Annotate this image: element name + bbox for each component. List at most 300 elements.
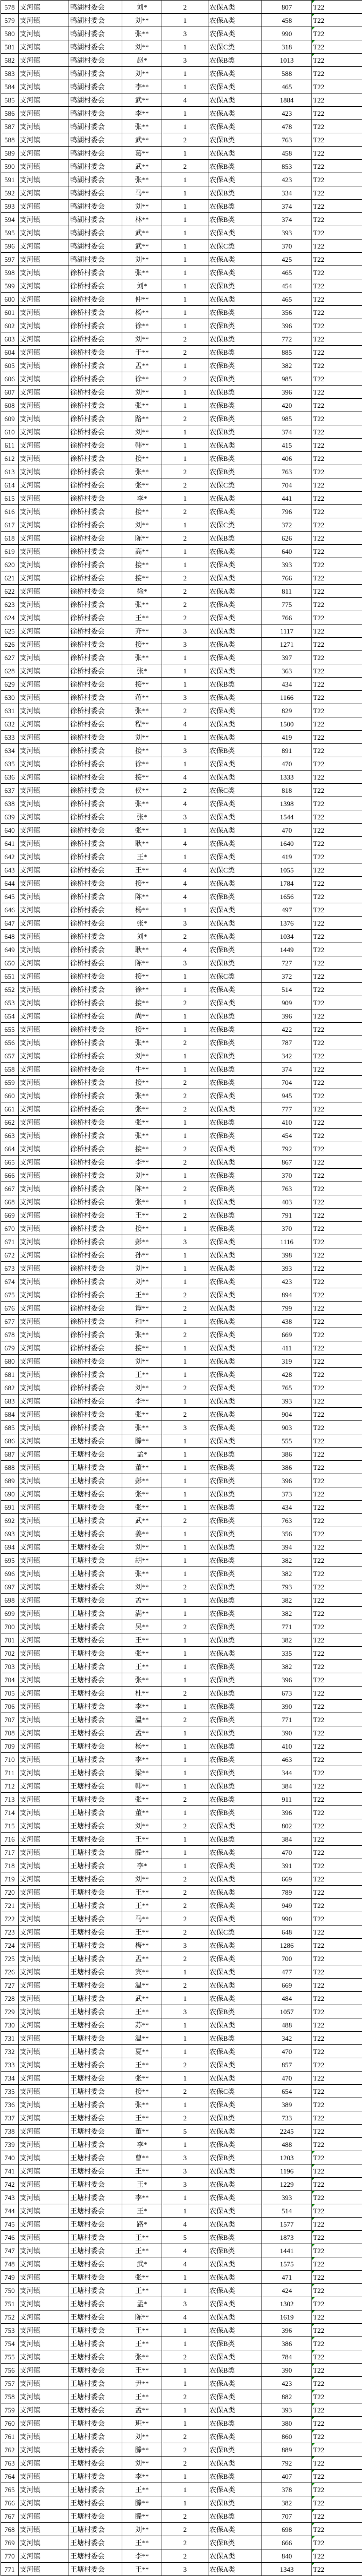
village-cell[interactable]: 王塘村委会 (69, 1793, 122, 1806)
name-cell[interactable]: 王** (122, 1660, 162, 1673)
household-size-cell[interactable]: 2 (162, 1620, 208, 1633)
row-seq-cell[interactable]: 611 (1, 439, 19, 452)
village-cell[interactable]: 徐桥村委会 (69, 757, 122, 771)
name-cell[interactable]: 王** (122, 2005, 162, 2018)
amount-cell[interactable]: 1057 (262, 2005, 312, 2018)
code-cell[interactable]: T22 (312, 731, 362, 744)
household-size-cell[interactable]: 3 (162, 638, 208, 651)
household-size-cell[interactable]: 4 (162, 2244, 208, 2257)
row-seq-cell[interactable]: 599 (1, 279, 19, 293)
village-cell[interactable]: 徐桥村委会 (69, 664, 122, 678)
village-cell[interactable]: 徐桥村委会 (69, 890, 122, 903)
category-cell[interactable]: 农保B类 (208, 1700, 262, 1713)
amount-cell[interactable]: 407 (262, 2470, 312, 2483)
household-size-cell[interactable]: 5 (162, 2231, 208, 2244)
row-seq-cell[interactable]: 653 (1, 996, 19, 1009)
name-cell[interactable]: 张** (122, 266, 162, 279)
amount-cell[interactable]: 396 (262, 1474, 312, 1487)
name-cell[interactable]: 刘** (122, 40, 162, 54)
household-size-cell[interactable]: 4 (162, 877, 208, 890)
household-size-cell[interactable]: 2 (162, 2457, 208, 2470)
town-cell[interactable]: 支河镇 (19, 664, 69, 678)
household-size-cell[interactable]: 1 (162, 1169, 208, 1182)
code-cell[interactable]: T22 (312, 1421, 362, 1434)
village-cell[interactable]: 王塘村委会 (69, 2045, 122, 2058)
village-cell[interactable]: 徐桥村委会 (69, 691, 122, 704)
category-cell[interactable]: 农保A类 (208, 903, 262, 917)
code-cell[interactable]: T22 (312, 2111, 362, 2125)
household-size-cell[interactable]: 1 (162, 1833, 208, 1846)
household-size-cell[interactable]: 1 (162, 2018, 208, 2032)
name-cell[interactable]: 张** (122, 1647, 162, 1660)
town-cell[interactable]: 支河镇 (19, 2125, 69, 2138)
household-size-cell[interactable]: 1 (162, 1355, 208, 1368)
town-cell[interactable]: 支河镇 (19, 1726, 69, 1740)
household-size-cell[interactable]: 1 (162, 2470, 208, 2483)
amount-cell[interactable]: 1619 (262, 2310, 312, 2324)
category-cell[interactable]: 农保A类 (208, 2257, 262, 2271)
village-cell[interactable]: 王塘村委会 (69, 1992, 122, 2005)
household-size-cell[interactable]: 5 (162, 2125, 208, 2138)
code-cell[interactable]: T22 (312, 1235, 362, 1248)
category-cell[interactable]: 农保B类 (208, 1474, 262, 1487)
village-cell[interactable]: 王塘村委会 (69, 1952, 122, 1965)
row-seq-cell[interactable]: 670 (1, 1222, 19, 1235)
village-cell[interactable]: 徐桥村委会 (69, 558, 122, 571)
amount-cell[interactable]: 378 (262, 2483, 312, 2496)
category-cell[interactable]: 农保B类 (208, 532, 262, 545)
town-cell[interactable]: 支河镇 (19, 2151, 69, 2164)
household-size-cell[interactable]: 1 (162, 2098, 208, 2111)
row-seq-cell[interactable]: 728 (1, 1992, 19, 2005)
town-cell[interactable]: 支河镇 (19, 1886, 69, 1899)
village-cell[interactable]: 王塘村委会 (69, 2218, 122, 2231)
name-cell[interactable]: 陈** (122, 890, 162, 903)
village-cell[interactable]: 王塘村委会 (69, 2297, 122, 2310)
household-size-cell[interactable]: 1 (162, 40, 208, 54)
row-seq-cell[interactable]: 748 (1, 2257, 19, 2271)
household-size-cell[interactable]: 3 (162, 2563, 208, 2576)
category-cell[interactable]: 农保A类 (208, 2178, 262, 2191)
village-cell[interactable]: 王塘村委会 (69, 2244, 122, 2257)
household-size-cell[interactable]: 1 (162, 1262, 208, 1275)
amount-cell[interactable]: 393 (262, 2191, 312, 2204)
household-size-cell[interactable]: 2 (162, 2111, 208, 2125)
row-seq-cell[interactable]: 699 (1, 1607, 19, 1620)
town-cell[interactable]: 支河镇 (19, 598, 69, 611)
town-cell[interactable]: 支河镇 (19, 2085, 69, 2098)
village-cell[interactable]: 徐桥村委会 (69, 452, 122, 465)
category-cell[interactable]: 农保A类 (208, 996, 262, 1009)
amount-cell[interactable]: 1166 (262, 691, 312, 704)
amount-cell[interactable]: 370 (262, 239, 312, 253)
amount-cell[interactable]: 318 (262, 40, 312, 54)
village-cell[interactable]: 王塘村委会 (69, 1633, 122, 1647)
category-cell[interactable]: 农保A类 (208, 1952, 262, 1965)
town-cell[interactable]: 支河镇 (19, 2018, 69, 2032)
name-cell[interactable]: 刘** (122, 200, 162, 213)
amount-cell[interactable]: 727 (262, 956, 312, 970)
town-cell[interactable]: 支河镇 (19, 1023, 69, 1036)
town-cell[interactable]: 支河镇 (19, 1156, 69, 1169)
row-seq-cell[interactable]: 695 (1, 1554, 19, 1567)
household-size-cell[interactable]: 4 (162, 943, 208, 956)
code-cell[interactable]: T22 (312, 1076, 362, 1089)
name-cell[interactable]: 于** (122, 346, 162, 359)
name-cell[interactable]: 李** (122, 80, 162, 93)
row-seq-cell[interactable]: 762 (1, 2443, 19, 2457)
amount-cell[interactable]: 356 (262, 1527, 312, 1541)
household-size-cell[interactable]: 1 (162, 1501, 208, 1514)
code-cell[interactable]: T22 (312, 1182, 362, 1195)
village-cell[interactable]: 王塘村委会 (69, 1872, 122, 1886)
name-cell[interactable]: 和** (122, 1315, 162, 1328)
village-cell[interactable]: 王塘村委会 (69, 1580, 122, 1594)
code-cell[interactable]: T22 (312, 917, 362, 930)
category-cell[interactable]: 农保A类 (208, 93, 262, 107)
village-cell[interactable]: 王塘村委会 (69, 2178, 122, 2191)
household-size-cell[interactable]: 1 (162, 1394, 208, 1408)
name-cell[interactable]: 韩** (122, 1779, 162, 1793)
code-cell[interactable]: T22 (312, 2178, 362, 2191)
code-cell[interactable]: T22 (312, 664, 362, 678)
town-cell[interactable]: 支河镇 (19, 2563, 69, 2576)
amount-cell[interactable]: 555 (262, 1434, 312, 1448)
row-seq-cell[interactable]: 685 (1, 1421, 19, 1434)
name-cell[interactable]: 刘** (122, 518, 162, 532)
amount-cell[interactable]: 1229 (262, 2178, 312, 2191)
category-cell[interactable]: 农保C类 (208, 239, 262, 253)
category-cell[interactable]: 农保A类 (208, 2204, 262, 2218)
amount-cell[interactable]: 406 (262, 452, 312, 465)
amount-cell[interactable]: 497 (262, 903, 312, 917)
amount-cell[interactable]: 784 (262, 2350, 312, 2364)
village-cell[interactable]: 徐桥村委会 (69, 651, 122, 664)
town-cell[interactable]: 支河镇 (19, 412, 69, 425)
amount-cell[interactable]: 945 (262, 1089, 312, 1102)
category-cell[interactable]: 农保B类 (208, 1594, 262, 1607)
code-cell[interactable]: T22 (312, 1448, 362, 1461)
household-size-cell[interactable]: 2 (162, 160, 208, 173)
row-seq-cell[interactable]: 615 (1, 492, 19, 505)
code-cell[interactable]: T22 (312, 678, 362, 691)
amount-cell[interactable]: 386 (262, 1461, 312, 1474)
town-cell[interactable]: 支河镇 (19, 1594, 69, 1607)
row-seq-cell[interactable]: 586 (1, 107, 19, 120)
village-cell[interactable]: 徐桥村委会 (69, 532, 122, 545)
household-size-cell[interactable]: 1 (162, 239, 208, 253)
amount-cell[interactable]: 488 (262, 2018, 312, 2032)
household-size-cell[interactable]: 1 (162, 14, 208, 27)
village-cell[interactable]: 鸭湖村委会 (69, 120, 122, 133)
village-cell[interactable]: 徐桥村委会 (69, 996, 122, 1009)
household-size-cell[interactable]: 1 (162, 1049, 208, 1063)
code-cell[interactable]: T22 (312, 545, 362, 558)
amount-cell[interactable]: 454 (262, 1129, 312, 1142)
name-cell[interactable]: 接** (122, 996, 162, 1009)
row-seq-cell[interactable]: 663 (1, 1129, 19, 1142)
amount-cell[interactable]: 796 (262, 505, 312, 518)
amount-cell[interactable]: 894 (262, 1288, 312, 1302)
town-cell[interactable]: 支河镇 (19, 279, 69, 293)
name-cell[interactable]: 马** (122, 186, 162, 200)
village-cell[interactable]: 鸭湖村委会 (69, 80, 122, 93)
town-cell[interactable]: 支河镇 (19, 1979, 69, 1992)
row-seq-cell[interactable]: 751 (1, 2297, 19, 2310)
name-cell[interactable]: 温** (122, 2032, 162, 2045)
row-seq-cell[interactable]: 707 (1, 1713, 19, 1726)
amount-cell[interactable]: 698 (262, 2523, 312, 2536)
village-cell[interactable]: 徐桥村委会 (69, 850, 122, 863)
code-cell[interactable]: T22 (312, 306, 362, 319)
name-cell[interactable]: 李** (122, 1156, 162, 1169)
village-cell[interactable]: 王塘村委会 (69, 2390, 122, 2403)
code-cell[interactable]: T22 (312, 239, 362, 253)
village-cell[interactable]: 徐桥村委会 (69, 1102, 122, 1116)
name-cell[interactable]: 王** (122, 1886, 162, 1899)
town-cell[interactable]: 支河镇 (19, 1049, 69, 1063)
category-cell[interactable]: 农保A类 (208, 1302, 262, 1315)
row-seq-cell[interactable]: 733 (1, 2058, 19, 2072)
row-seq-cell[interactable]: 715 (1, 1819, 19, 1833)
code-cell[interactable]: T22 (312, 704, 362, 717)
village-cell[interactable]: 王塘村委会 (69, 1567, 122, 1580)
village-cell[interactable]: 徐桥村委会 (69, 1063, 122, 1076)
town-cell[interactable]: 支河镇 (19, 478, 69, 492)
name-cell[interactable]: 武** (122, 160, 162, 173)
category-cell[interactable]: 农保B类 (208, 1633, 262, 1647)
category-cell[interactable]: 农保C类 (208, 2085, 262, 2098)
row-seq-cell[interactable]: 616 (1, 505, 19, 518)
amount-cell[interactable]: 425 (262, 253, 312, 266)
row-seq-cell[interactable]: 678 (1, 1328, 19, 1341)
household-size-cell[interactable]: 3 (162, 2164, 208, 2178)
amount-cell[interactable]: 791 (262, 1209, 312, 1222)
town-cell[interactable]: 支河镇 (19, 1063, 69, 1076)
code-cell[interactable]: T22 (312, 226, 362, 239)
household-size-cell[interactable]: 1 (162, 2364, 208, 2377)
village-cell[interactable]: 鸭湖村委会 (69, 239, 122, 253)
row-seq-cell[interactable]: 646 (1, 903, 19, 917)
code-cell[interactable]: T22 (312, 279, 362, 293)
category-cell[interactable]: 农保A类 (208, 1394, 262, 1408)
row-seq-cell[interactable]: 643 (1, 863, 19, 877)
name-cell[interactable]: 张** (122, 1089, 162, 1102)
code-cell[interactable]: T22 (312, 2058, 362, 2072)
category-cell[interactable]: 农保A类 (208, 2218, 262, 2231)
town-cell[interactable]: 支河镇 (19, 771, 69, 784)
town-cell[interactable]: 支河镇 (19, 1182, 69, 1195)
town-cell[interactable]: 支河镇 (19, 1474, 69, 1487)
category-cell[interactable]: 农保A类 (208, 1912, 262, 1925)
amount-cell[interactable]: 793 (262, 1580, 312, 1594)
name-cell[interactable]: 姜** (122, 1527, 162, 1541)
town-cell[interactable]: 支河镇 (19, 837, 69, 850)
town-cell[interactable]: 支河镇 (19, 2178, 69, 2191)
town-cell[interactable]: 支河镇 (19, 1448, 69, 1461)
household-size-cell[interactable]: 1 (162, 903, 208, 917)
amount-cell[interactable]: 704 (262, 478, 312, 492)
name-cell[interactable]: 王** (122, 2231, 162, 2244)
household-size-cell[interactable]: 4 (162, 717, 208, 731)
amount-cell[interactable]: 811 (262, 585, 312, 598)
amount-cell[interactable]: 319 (262, 1355, 312, 1368)
row-seq-cell[interactable]: 631 (1, 704, 19, 717)
village-cell[interactable]: 王塘村委会 (69, 2284, 122, 2297)
row-seq-cell[interactable]: 657 (1, 1049, 19, 1063)
row-seq-cell[interactable]: 770 (1, 2549, 19, 2563)
category-cell[interactable]: 农保A类 (208, 2403, 262, 2417)
row-seq-cell[interactable]: 692 (1, 1514, 19, 1527)
row-seq-cell[interactable]: 666 (1, 1169, 19, 1182)
household-size-cell[interactable]: 1 (162, 545, 208, 558)
town-cell[interactable]: 支河镇 (19, 850, 69, 863)
village-cell[interactable]: 徐桥村委会 (69, 332, 122, 346)
name-cell[interactable]: 张** (122, 1567, 162, 1580)
code-cell[interactable]: T22 (312, 757, 362, 771)
household-size-cell[interactable]: 1 (162, 2271, 208, 2284)
village-cell[interactable]: 王塘村委会 (69, 2164, 122, 2178)
household-size-cell[interactable]: 2 (162, 2085, 208, 2098)
row-seq-cell[interactable]: 723 (1, 1925, 19, 1939)
name-cell[interactable]: 王** (122, 2483, 162, 2496)
amount-cell[interactable]: 458 (262, 14, 312, 27)
row-seq-cell[interactable]: 624 (1, 611, 19, 624)
row-seq-cell[interactable]: 727 (1, 1979, 19, 1992)
code-cell[interactable]: T22 (312, 1156, 362, 1169)
code-cell[interactable]: T22 (312, 1859, 362, 1872)
town-cell[interactable]: 支河镇 (19, 1288, 69, 1302)
village-cell[interactable]: 王塘村委会 (69, 2523, 122, 2536)
amount-cell[interactable]: 771 (262, 1713, 312, 1726)
village-cell[interactable]: 徐桥村委会 (69, 1248, 122, 1262)
town-cell[interactable]: 支河镇 (19, 40, 69, 54)
code-cell[interactable]: T22 (312, 1209, 362, 1222)
town-cell[interactable]: 支河镇 (19, 943, 69, 956)
town-cell[interactable]: 支河镇 (19, 1673, 69, 1687)
town-cell[interactable]: 支河镇 (19, 1461, 69, 1474)
category-cell[interactable]: 农保B类 (208, 1501, 262, 1514)
household-size-cell[interactable]: 1 (162, 1726, 208, 1740)
code-cell[interactable]: T22 (312, 425, 362, 439)
row-seq-cell[interactable]: 709 (1, 1740, 19, 1753)
row-seq-cell[interactable]: 644 (1, 877, 19, 890)
household-size-cell[interactable]: 3 (162, 2005, 208, 2018)
category-cell[interactable]: 农保B类 (208, 386, 262, 399)
row-seq-cell[interactable]: 746 (1, 2231, 19, 2244)
village-cell[interactable]: 徐桥村委会 (69, 1222, 122, 1235)
row-seq-cell[interactable]: 676 (1, 1302, 19, 1315)
code-cell[interactable]: T22 (312, 1288, 362, 1302)
village-cell[interactable]: 徐桥村委会 (69, 983, 122, 996)
amount-cell[interactable]: 588 (262, 67, 312, 80)
town-cell[interactable]: 支河镇 (19, 1833, 69, 1846)
name-cell[interactable]: 张** (122, 1487, 162, 1501)
code-cell[interactable]: T22 (312, 2483, 362, 2496)
town-cell[interactable]: 支河镇 (19, 1089, 69, 1102)
row-seq-cell[interactable]: 659 (1, 1076, 19, 1089)
town-cell[interactable]: 支河镇 (19, 14, 69, 27)
household-size-cell[interactable]: 1 (162, 664, 208, 678)
code-cell[interactable]: T22 (312, 1819, 362, 1833)
code-cell[interactable]: T22 (312, 1023, 362, 1036)
village-cell[interactable]: 王塘村委会 (69, 2483, 122, 2496)
village-cell[interactable]: 王塘村委会 (69, 1859, 122, 1872)
town-cell[interactable]: 支河镇 (19, 518, 69, 532)
code-cell[interactable]: T22 (312, 1501, 362, 1514)
amount-cell[interactable]: 1500 (262, 717, 312, 731)
household-size-cell[interactable]: 2 (162, 346, 208, 359)
village-cell[interactable]: 徐桥村委会 (69, 943, 122, 956)
code-cell[interactable]: T22 (312, 651, 362, 664)
row-seq-cell[interactable]: 697 (1, 1580, 19, 1594)
category-cell[interactable]: 农保A类 (208, 2125, 262, 2138)
row-seq-cell[interactable]: 647 (1, 917, 19, 930)
amount-cell[interactable]: 393 (262, 2403, 312, 2417)
household-size-cell[interactable]: 4 (162, 890, 208, 903)
name-cell[interactable]: 接** (122, 1222, 162, 1235)
row-seq-cell[interactable]: 711 (1, 1766, 19, 1779)
amount-cell[interactable]: 763 (262, 465, 312, 478)
amount-cell[interactable]: 626 (262, 532, 312, 545)
row-seq-cell[interactable]: 677 (1, 1315, 19, 1328)
code-cell[interactable]: T22 (312, 160, 362, 173)
code-cell[interactable]: T22 (312, 2164, 362, 2178)
village-cell[interactable]: 鸭湖村委会 (69, 253, 122, 266)
category-cell[interactable]: 农保B类 (208, 452, 262, 465)
category-cell[interactable]: 农保B类 (208, 1461, 262, 1474)
category-cell[interactable]: 农保A类 (208, 598, 262, 611)
household-size-cell[interactable]: 1 (162, 850, 208, 863)
name-cell[interactable]: 耿** (122, 943, 162, 956)
town-cell[interactable]: 支河镇 (19, 1315, 69, 1328)
town-cell[interactable]: 支河镇 (19, 2483, 69, 2496)
code-cell[interactable]: T22 (312, 2284, 362, 2297)
category-cell[interactable]: 农保A类 (208, 505, 262, 518)
amount-cell[interactable]: 1376 (262, 917, 312, 930)
amount-cell[interactable]: 1196 (262, 2164, 312, 2178)
amount-cell[interactable]: 478 (262, 120, 312, 133)
row-seq-cell[interactable]: 696 (1, 1567, 19, 1580)
category-cell[interactable]: 农保A类 (208, 1235, 262, 1248)
row-seq-cell[interactable]: 622 (1, 585, 19, 598)
row-seq-cell[interactable]: 626 (1, 638, 19, 651)
town-cell[interactable]: 支河镇 (19, 1580, 69, 1594)
town-cell[interactable]: 支河镇 (19, 956, 69, 970)
name-cell[interactable]: 孟* (122, 1448, 162, 1461)
town-cell[interactable]: 支河镇 (19, 346, 69, 359)
household-size-cell[interactable]: 2 (162, 133, 208, 147)
row-seq-cell[interactable]: 582 (1, 54, 19, 67)
town-cell[interactable]: 支河镇 (19, 1434, 69, 1448)
village-cell[interactable]: 王塘村委会 (69, 2417, 122, 2430)
town-cell[interactable]: 支河镇 (19, 1222, 69, 1235)
code-cell[interactable]: T22 (312, 1355, 362, 1368)
village-cell[interactable]: 徐桥村委会 (69, 1355, 122, 1368)
code-cell[interactable]: T22 (312, 1142, 362, 1156)
household-size-cell[interactable]: 1 (162, 1859, 208, 1872)
row-seq-cell[interactable]: 714 (1, 1806, 19, 1819)
household-size-cell[interactable]: 3 (162, 624, 208, 638)
row-seq-cell[interactable]: 754 (1, 2337, 19, 2350)
category-cell[interactable]: 农保B类 (208, 54, 262, 67)
household-size-cell[interactable]: 2 (162, 2536, 208, 2549)
town-cell[interactable]: 支河镇 (19, 1846, 69, 1859)
town-cell[interactable]: 支河镇 (19, 2523, 69, 2536)
household-size-cell[interactable]: 2 (162, 1381, 208, 1394)
row-seq-cell[interactable]: 749 (1, 2271, 19, 2284)
row-seq-cell[interactable]: 579 (1, 14, 19, 27)
